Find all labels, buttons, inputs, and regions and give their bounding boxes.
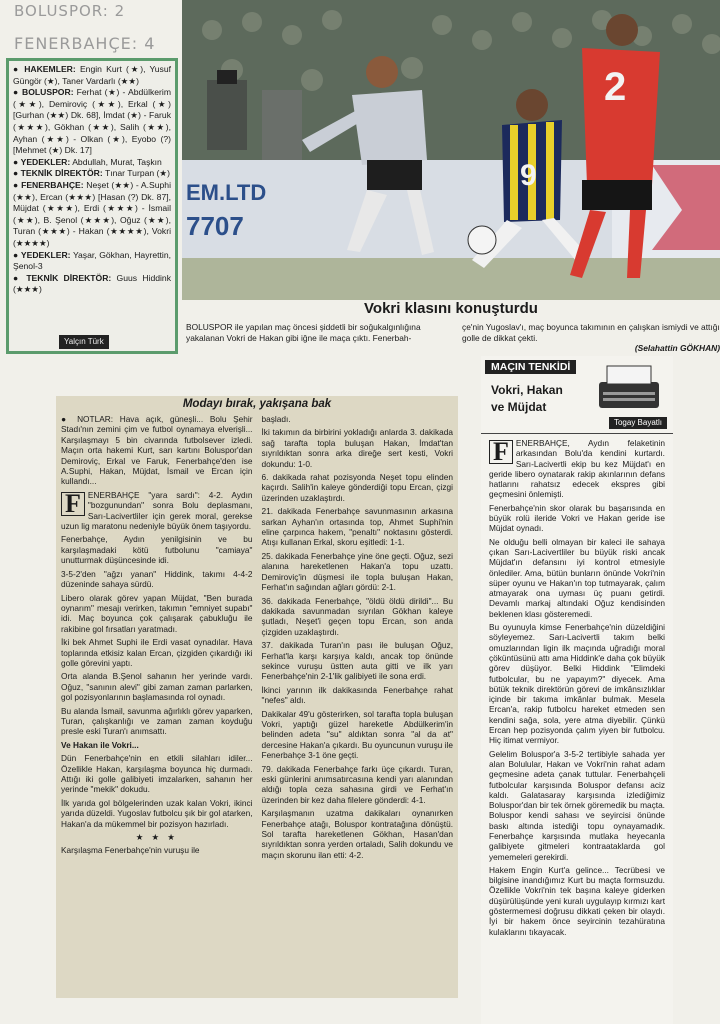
report-headline: Modayı bırak, yakışana bak xyxy=(182,398,332,410)
match-report xyxy=(56,396,458,998)
lineup-fenerbahce: ● FENERBAHÇE: Neşet (★★) - A.Suphi (★★), Ercan (★★★) [Hasan (?) Dk. 87], Müjdat (★★★), Erdi (★★★) - İsmail (★★), B. Şenol (★★★), Oğuz (★★), Turan (★★★) - Hakan (★★★★), Vokri (★★★★) xyxy=(13,179,171,248)
photo-headline: Vokri klasını konuşturdu xyxy=(364,300,538,317)
report-paragraph: İki takımın da birbirini yokladığı anlarda 3. dakikada sağ tarafta topla buluşan Hakan, İmdat'tan sıyrıldıktan sonra arka direğe sert kesti, Vokri dokundu: 1-0. xyxy=(261,427,453,469)
report-paragraph: 3-5-2'den "ağzı yanan" Hiddink, takımı 4-4-2 düzeninde sahaya sürdü. xyxy=(61,568,253,590)
report-paragraph: 21. dakikada Fenerbahçe savunmasının arkasına sarkan Ayhan'ın ortasında top, Ahmet Suphi'nin eline çarpınca hakem, "penaltı" noktasını gösterdi. Atışı kullanan Erkal, skoru eşitledi: 1-1. xyxy=(261,506,453,548)
critique-paragraph: Bu oyunuyla kimse Fenerbahçe'nin düzeldiğini söyleyemez. Sarı-Lacivertli takım belki omuzlarından ligin ilk maçında uğradığı moral çöküntüsünü attı ama Hiddink'e daha çok büyük görev düşüyor. Belki Hiddink "Elimdeki futbolcular, bu ne yapayım?" diyecek. Ama bütük teknik direktörün görevi de imkânsızlıklar içinde bir takıma imkânlar bulmak. Mesela Ercan'a, rakip futbolcu hareket etmeden sen kendini sağa, sola, yere atma diyebilir. Çünkü Ercan hep pozisyonda çalım yiyen bir futbolcu. Hiç itimat vermiyor. xyxy=(489,622,665,746)
report-paragraph: Bu alanda İsmail, savunma ağırlıklı görev yaparken, Turan, çalışkanlığı ve zaman zaman koyduğu presle eski Turan'ı anımsattı. xyxy=(61,705,253,737)
report-paragraph: Orta alanda B.Şenol sahanın her yerinde vardı. Oğuz, "sanının alevi" gibi zaman zaman parlarken, gol pozisyonlarının başlamasında rol oynadı. xyxy=(61,671,253,703)
lineup-byline: Yalçın Türk xyxy=(59,335,109,349)
report-paragraph: İkinci yarının ilk dakikasında Fenerbahçe rahat "nefes" aldı. xyxy=(261,684,453,706)
typewriter-icon xyxy=(593,362,665,412)
svg-text:9: 9 xyxy=(520,159,537,192)
svg-text:2: 2 xyxy=(604,65,627,109)
handwritten-score-fenerbahce: FENERBAHÇE: 4 xyxy=(14,34,156,53)
critique-header xyxy=(481,356,673,434)
critique-author: Togay Bayatlı xyxy=(609,417,667,429)
dropcap-letter: F xyxy=(489,440,513,464)
critique-paragraph: Gelelim Boluspor'a 3-5-2 tertibiyle sahada yer alan Bolulular, Hakan ve Vokri'nin rahat adam geçmesine adeta çanak tuttular. Fenerbahçeli futbolcular karşısında Boluspor defansı aciz kaldı. Galatasaray karşısında izlediğimiz Boluspor'dan bir tek örnek göremedik bu maçta. Boluspor kendi sahası ve seyircisi önünde baskı altında istediği topu oynayamadık. Fenerbahçe karşısında mutlaka heyecanla galibiyete gitmeleri kontraataklarda gol yememeleri gerekirdi. xyxy=(489,748,665,862)
report-paragraph: 37. dakikada Turan'ın pası ile buluşan Oğuz, Ferhat'la karşı karşıya kaldı, ancak top önünde sekince vuruşu üstten auta gitti ve ilk yarı Fenerbahçe'nin 2-1'lik galibiyeti ile sona erdi. xyxy=(261,640,453,682)
report-paragraph: 6. dakikada rahat pozisyonda Neşet topu elinden kaçırdı. Salih'in kaleye gönderdiği topu Ercan, çizgi üzerinden uzaklaştırdı. xyxy=(261,472,453,503)
report-paragraph: İlk yarıda gol bölgelerinden uzak kalan Vokri, ikinci yarıda düzeldi. Yugoslav futbolcu şık bir gol atarken, Hakan'a da mükemmel bir pozisyon hazırladı. xyxy=(61,797,253,829)
lineup-boluspor: ● BOLUSPOR: Ferhat (★) - Abdülkerim (★★), Demiroviç (★★), Erkal (★) [Gurhan (★★) Dk. 68], İmdat (★) - Faruk (★★★), Gökhan (★★), Salih (★★), Ayhan (★★) - Olkan (★), Eyobo (?) [Mehmet (★) Dk. 17] xyxy=(13,87,171,156)
lineup-subs-fenerbahce: ● YEDEKLER: Yaşar, Gökhan, Hayrettin, Şenol-3 xyxy=(13,249,171,272)
match-photo-illustration xyxy=(182,0,720,300)
photo-credit: (Selahattin GÖKHAN) xyxy=(634,343,720,353)
lineup-subs-boluspor: ● YEDEKLER: Abdullah, Murat, Taşkın xyxy=(13,156,162,167)
critique-paragraph: Hakem Engin Kurt'a gelince... Tecrübesi ve bilgisine inandığımız Kurt bu maçta formsuzdu. Özellikle Vokri'nin tek başına kaleye giderken düşürülüşünde yeni kuralı uygulayıp kırmızı kart göstermemesi doğrusu dikkati çeken bir olaydı. İyi bir hakem önce seyircinin tezahüratına kulaklarını tıkayacak. xyxy=(489,864,665,937)
report-divider: ★ ★ ★ xyxy=(135,832,178,843)
report-paragraph: Libero olarak görev yapan Müjdat, "Ben burada oynarım" mesajı verirken, takımın "emniyet supabı" idi. Maç boyunca çok çalışarak çabukluğu ile rakibine gol fırsatları yaratmadı. xyxy=(61,592,253,634)
report-paragraph: başladı. xyxy=(261,414,291,424)
photo-caption xyxy=(186,322,720,354)
caption-right: çe'nin Yugoslav'ı, maç boyunca takımının en çalışkan ismiydi ve attığı golle de dikkat çekti. (Selahattin GÖKHAN) xyxy=(462,322,720,353)
lineup-coach-boluspor: ● TEKNİK DİREKTÖR: Tınar Turpan (★) xyxy=(13,168,170,179)
dropcap-letter: F xyxy=(61,492,85,516)
report-column-right xyxy=(262,414,454,863)
report-paragraph: F ENERBAHÇE "yara sardı": 4-2. Aydın "bozgunundan" sonra Bolu deplasmanı, Sarı-Lacivertliler için gerek moral, gerekse uzun lig maratonu nedeniyle büyük önem taşıyordu. xyxy=(61,488,253,532)
report-column-left xyxy=(61,414,253,863)
critique-title: Vokri, Hakan ve Müjdat xyxy=(491,383,563,414)
report-paragraph: Dakikalar 49'u gösterirken, sol tarafta topla buluşan Vokri, yaptığı güzel hareketle Abdülkerim'in belinden adeta "su" aldıktan sonra "al da at" dercesine Hakan'a çıkardı. Bu oyuncunun vuruşu ile Fenerbahçe 3-1 öne geçti. xyxy=(261,708,453,761)
critique-paragraph: Ne olduğu belli olmayan bir kaleci ile sahaya çıkan Sarı-Lacivertliler bu büyük riski ancak Müjdat'ın defansını iyi kontrol etmesiyle önlediler. Ama, bütün bunların önünde Vokri'nin süper oyunu ve Hakan'ın top tutmayarak, çalım atmayarak ona uyması üç puanı getirdi. Devamlı markaj altındaki Oğuz kendisinden beklenen klası gösteremedi. xyxy=(489,536,665,619)
critique-badge: MAÇIN TENKİDİ xyxy=(485,360,576,374)
report-subheading: Ve Hakan ile Vokri... xyxy=(61,739,139,750)
lineup-box xyxy=(6,58,178,354)
lineup-coach-fenerbahce: ● TEKNİK DİREKTÖR: Guus Hiddink (★★★) xyxy=(13,272,171,295)
report-paragraph: ● NOTLAR: Hava açık, güneşli... Bolu Şehir Stadı'nın zemini çim ve futbol oynamaya elverişli... Karşılaşmayı 5 bin civarında futbolsever izledi. Maçın orta hakemi Kurt, sarı kartını Boluspor'dan Demiroviç, Erkal ve Faruk, Fenerbahçe'den ise A.Suphi, Hakan, Müjdat, İsmail ve Ercan için kullandı... xyxy=(61,414,253,487)
match-critique xyxy=(481,356,673,1024)
report-paragraph: Karşılaşma Fenerbahçe'nin vuruşu ile xyxy=(61,845,200,856)
ball xyxy=(468,226,496,254)
critique-paragraph: Fenerbahçe'nin skor olarak bu başarısında en büyük rolü ileride Vokri ve Hakan geride ise Müjdat oynadı. xyxy=(489,502,665,534)
report-paragraph: İki bek Ahmet Suphi ile Erdi vasat oynadılar. Hava toplarında etkisiz kalan Ercan, çizgiden çıkardığı iki golle görevini yaptı. xyxy=(61,637,253,668)
critique-paragraph: F ENERBAHÇE, Aydın felaketinin arkasından Bolu'da kendini kurtardı. Sarı-Lacivertli ekip bu kez Müjdat'ı en geride libero oynatarak rakip akınlarının defans hatlarını rahatsız edecek ekspres gibi geçmesini önlemişti. xyxy=(489,437,665,500)
lineup-referees: ● HAKEMLER: Engin Kurt (★), Yusuf Güngör (★), Taner Vardarlı (★★) xyxy=(13,64,171,86)
caption-left: BOLUSPOR ile yapılan maç öncesi şiddetli bir soğukalgınlığına yakalanan Vokri de Hakan gibi iğne ile maça çıktı. Fenerbah- xyxy=(186,322,421,343)
banner-text: EM.LTD xyxy=(186,180,267,205)
report-paragraph: Fenerbahçe, Aydın yenilgisinin ve bu karşılaşmadaki kötü futbolunu "camiaya" unutturmak düşüncesinde idi. xyxy=(61,534,253,566)
match-photo xyxy=(182,0,720,300)
report-paragraph: 36. dakikada Fenerbahçe, "öldü öldü dirildi"... Bu dakikada savunmadan sıyrılan Gökhan kaleye şutladı, Neşet'i geçen topu Ercan, son anda çizgiden uzaklaştırdı. xyxy=(261,595,453,637)
report-paragraph: Karşılaşmanın uzatma dakikaları oynanırken Fenerbahçe atağı, Boluspor kontratağına dönüştü. Sol tarafta hareketlenen Gökhan, Hasan'dan sıyrıldıktan sonra yerden ortaladı, Salih dokundu ve maçın skorunu ilan etti: 4-2. xyxy=(261,808,453,860)
handwritten-score-boluspor: BOLUSPOR: 2 xyxy=(14,2,126,20)
report-paragraph: 25. dakikada Fenerbahçe yine öne geçti. Oğuz, sezi alanına hareketlenen Hakan'a topu uzattı. Demiroviç'in düşmesi ile topla buluşan Hakan, Ferhat'ın sağından ağları gördü: 2-1. xyxy=(261,550,453,593)
report-paragraph: 79. dakikada Fenerbahçe farkı üçe çıkardı. Turan, eski günlerini anımsatırcasına kendi yarı alanından aldığı topla ceza sahasına girdi ve Ferhat'ın üzerinden bir kez daha filelere gönderdi: 4-1. xyxy=(261,763,453,805)
report-paragraph: Dün Fenerbahçe'nin en etkili silahları idiler... Özellikle Hakan, karşılaşma boyunca hiç durmadı. Attığı iki golle galibiyeti imzalarken, sahanın her yerinde "mekik" dokudu. xyxy=(61,753,253,795)
banner-number: 7707 xyxy=(186,211,244,241)
